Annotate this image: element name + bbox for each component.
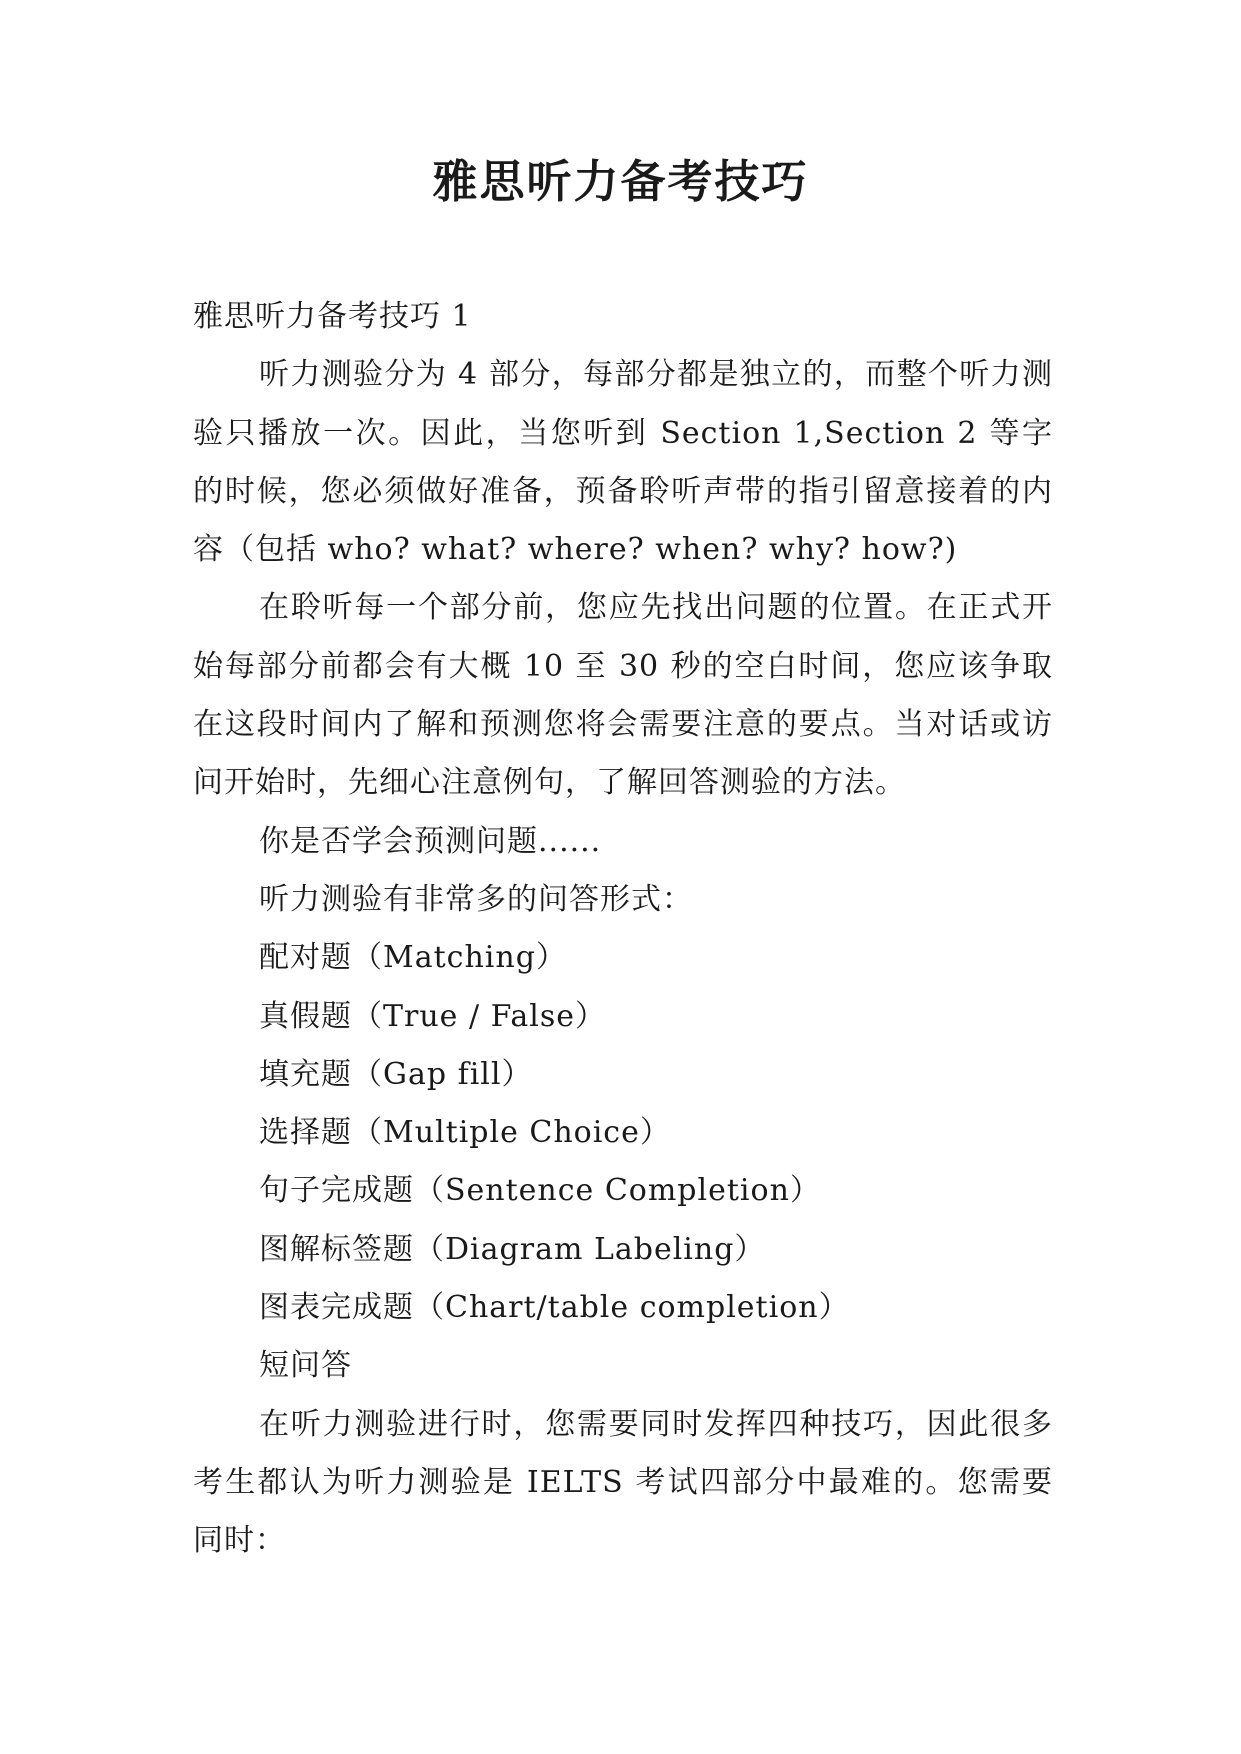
list-item-sentence-completion: 句子完成题（Sentence Completion） xyxy=(259,1173,821,1209)
list-item-short-answer: 短问答 xyxy=(259,1348,352,1384)
list-item-matching: 配对题（Matching） xyxy=(259,940,567,976)
list-item-chart-completion: 图表完成题（Chart/table completion） xyxy=(259,1290,850,1326)
paragraph-skills: 在听力测验进行时，您需要同时发挥四种技巧，因此很多考生都认为听力测验是 IELTS 考试四部分中最难的。您需要同时： xyxy=(193,1406,1053,1559)
document-body xyxy=(193,288,1053,1571)
list-item-diagram-labeling: 图解标签题（Diagram Labeling） xyxy=(259,1231,766,1267)
list-item-multiple-choice: 选择题（Multiple Choice） xyxy=(259,1115,671,1151)
paragraph-preview: 在聆听每一个部分前，您应先找出问题的位置。在正式开始每部分前都会有大概 10 至 30 秒的空白时间，您应该争取在这段时间内了解和预测您将会需要注意的要点。当对话或访问开始时，先细心注意例句，了解回答测验的方法。 xyxy=(193,590,1053,801)
paragraph-formats-intro: 听力测验有非常多的问答形式： xyxy=(259,881,693,917)
paragraph-intro: 听力测验分为 4 部分，每部分都是独立的，而整个听力测验只播放一次。因此，当您听到 Section 1,Section 2 等字的时候，您必须做好准备，预备聆听声带的指引留意接着的内容（包括 who? what? where? when? why? how?) xyxy=(193,357,1053,568)
list-item-gap-fill: 填充题（Gap fill） xyxy=(259,1056,533,1092)
document-title: 雅思听力备考技巧 xyxy=(432,155,809,208)
list-item-true-false: 真假题（True / False） xyxy=(259,998,607,1034)
section-heading: 雅思听力备考技巧 1 xyxy=(193,299,472,334)
paragraph-predict: 你是否学会预测问题...... xyxy=(259,823,602,859)
